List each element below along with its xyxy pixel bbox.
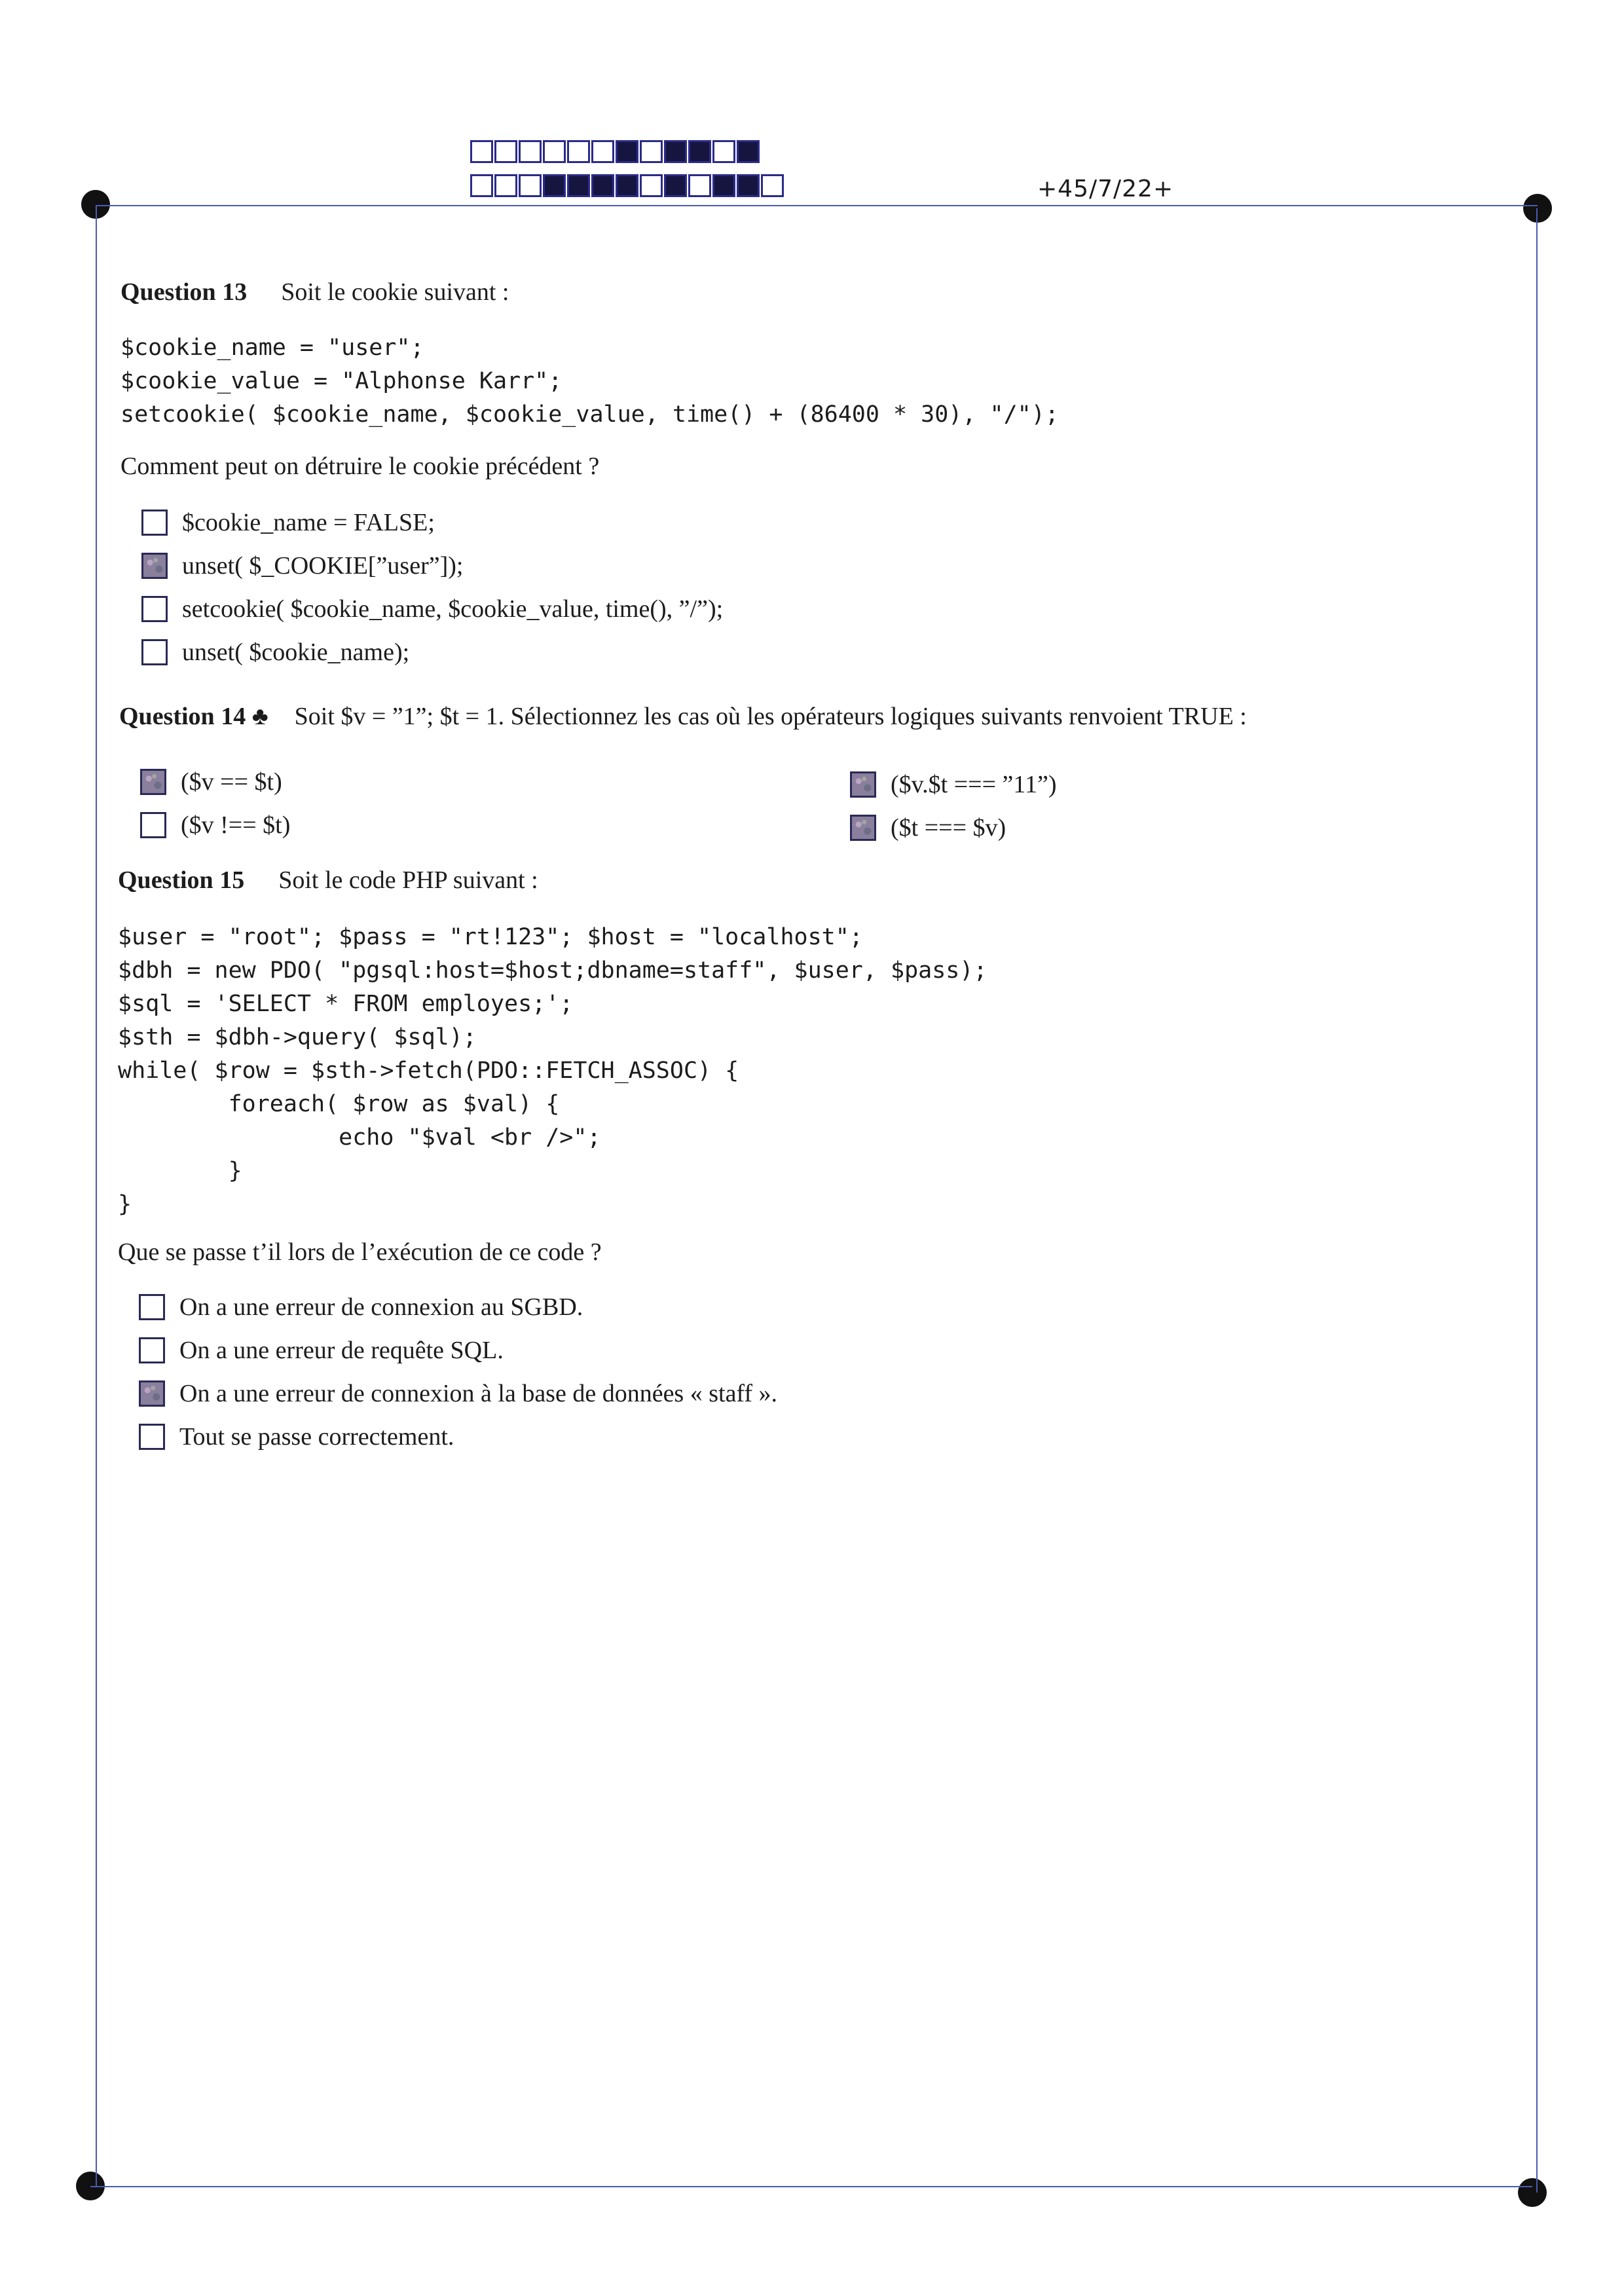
barcode-cell bbox=[567, 174, 590, 197]
option-label: On a une erreur de connexion au SGBD. bbox=[179, 1293, 583, 1321]
barcode-cell bbox=[688, 174, 711, 197]
barcode-cell bbox=[543, 174, 566, 197]
barcode-cell bbox=[688, 140, 711, 163]
barcode-cell bbox=[470, 174, 493, 197]
code-line: } bbox=[118, 1191, 132, 1217]
checkbox[interactable] bbox=[139, 1424, 165, 1450]
code-line: setcookie( $cookie_name, $cookie_value, time() + (86400 * 30), "/"); bbox=[120, 401, 1059, 428]
q14-option-3[interactable] bbox=[850, 768, 1057, 802]
code-line: $user = "root"; $pass = "rt!123"; $host = "localhost"; bbox=[118, 924, 863, 950]
barcode-cell bbox=[664, 174, 687, 197]
code-line: $cookie_name = "user"; bbox=[120, 335, 424, 361]
barcode-cell bbox=[712, 140, 735, 163]
barcode-cell bbox=[567, 140, 590, 163]
barcode-cell bbox=[640, 140, 663, 163]
question-13-prompt: Soit le cookie suivant : bbox=[281, 278, 509, 306]
club-icon: ♣ bbox=[251, 703, 268, 730]
q13-option-1[interactable] bbox=[141, 506, 435, 540]
q15-option-4[interactable] bbox=[139, 1420, 454, 1454]
checkbox[interactable] bbox=[141, 509, 168, 536]
q14-option-4[interactable] bbox=[850, 811, 1006, 845]
option-label: On a une erreur de connexion à la base de données « staff ». bbox=[179, 1380, 778, 1407]
option-label: Tout se passe correctement. bbox=[179, 1423, 454, 1451]
q15-option-1[interactable] bbox=[139, 1290, 583, 1324]
frame-right bbox=[1536, 208, 1538, 2193]
barcode-cell bbox=[737, 174, 760, 197]
code-line: } bbox=[118, 1158, 242, 1184]
page-id-code: +45/7/22+ bbox=[1037, 176, 1174, 202]
option-label: unset( $cookie_name); bbox=[182, 639, 410, 666]
barcode-cell bbox=[664, 140, 687, 163]
barcode-cell bbox=[616, 174, 638, 197]
barcode-cell bbox=[519, 174, 542, 197]
question-15-header bbox=[118, 866, 538, 895]
code-line: $sql = 'SELECT * FROM employes;'; bbox=[118, 991, 574, 1017]
question-15-code bbox=[118, 921, 987, 1221]
barcode-cell bbox=[519, 140, 542, 163]
option-label: On a une erreur de requête SQL. bbox=[179, 1337, 504, 1364]
code-line: $sth = $dbh->query( $sql); bbox=[118, 1024, 477, 1050]
checkbox-checked[interactable] bbox=[850, 771, 876, 798]
checkbox[interactable] bbox=[141, 639, 168, 665]
frame-left bbox=[96, 205, 97, 2187]
question-13-number: Question 13 bbox=[120, 278, 248, 306]
barcode-cell bbox=[494, 140, 517, 163]
checkbox-checked[interactable] bbox=[141, 553, 168, 579]
code-line: $cookie_value = "Alphonse Karr"; bbox=[120, 368, 563, 394]
q15-option-2[interactable] bbox=[139, 1333, 504, 1367]
checkbox[interactable] bbox=[140, 812, 166, 838]
registration-dot-bottom-right bbox=[1518, 2178, 1547, 2207]
option-label: unset( $_COOKIE[”user”]); bbox=[182, 552, 464, 580]
checkbox[interactable] bbox=[141, 596, 168, 622]
option-label: ($v !== $t) bbox=[181, 811, 291, 839]
q13-option-4[interactable] bbox=[141, 635, 409, 669]
option-label: ($t === $v) bbox=[891, 814, 1006, 842]
q14-option-1[interactable] bbox=[140, 765, 282, 799]
q14-option-2[interactable] bbox=[140, 808, 290, 842]
question-13-code bbox=[120, 331, 1059, 432]
q13-option-3[interactable] bbox=[141, 592, 723, 626]
barcode-cell bbox=[591, 140, 614, 163]
frame-top bbox=[96, 205, 1538, 206]
registration-dot-top-right bbox=[1523, 194, 1552, 223]
q13-option-2[interactable] bbox=[141, 549, 463, 583]
checkbox[interactable] bbox=[139, 1337, 165, 1363]
barcode-cell bbox=[761, 174, 784, 197]
barcode-cell bbox=[591, 174, 614, 197]
barcode-cell bbox=[543, 140, 566, 163]
option-label: $cookie_name = FALSE; bbox=[182, 509, 435, 536]
code-line: foreach( $row as $val) { bbox=[118, 1091, 560, 1117]
question-14-number: Question 14 bbox=[119, 703, 246, 730]
barcode-cell bbox=[494, 174, 517, 197]
checkbox-checked[interactable] bbox=[140, 769, 166, 795]
barcode-cell bbox=[470, 140, 493, 163]
frame-bottom bbox=[90, 2186, 1532, 2187]
checkbox-checked[interactable] bbox=[139, 1380, 165, 1407]
question-13-question: Comment peut on détruire le cookie précédent ? bbox=[120, 453, 600, 480]
barcode-cell bbox=[616, 140, 638, 163]
question-15-prompt: Soit le code PHP suivant : bbox=[278, 866, 538, 894]
checkbox[interactable] bbox=[139, 1294, 165, 1320]
barcode-cell bbox=[712, 174, 735, 197]
barcode-cell bbox=[640, 174, 663, 197]
code-line: echo "$val <br />"; bbox=[118, 1124, 601, 1151]
code-line: $dbh = new PDO( "pgsql:host=$host;dbname=staff", $user, $pass); bbox=[118, 957, 987, 984]
question-14-prompt: Soit $v = ”1”; $t = 1. Sélectionnez les cas où les opérateurs logiques suivants renvoient TRUE : bbox=[294, 703, 1247, 730]
option-label: ($v == $t) bbox=[181, 768, 282, 796]
barcode-cell bbox=[737, 140, 760, 163]
option-label: setcookie( $cookie_name, $cookie_value, time(), ”/”); bbox=[182, 595, 724, 623]
question-14-header bbox=[119, 702, 1247, 731]
question-15-number: Question 15 bbox=[118, 866, 245, 894]
question-13-header bbox=[120, 278, 509, 306]
code-line: while( $row = $sth->fetch(PDO::FETCH_ASSOC) { bbox=[118, 1058, 739, 1084]
checkbox-checked[interactable] bbox=[850, 815, 876, 841]
q15-option-3[interactable] bbox=[139, 1377, 777, 1411]
question-15-question: Que se passe t’il lors de l’exécution de ce code ? bbox=[118, 1238, 602, 1266]
option-label: ($v.$t === ”11”) bbox=[891, 771, 1057, 798]
